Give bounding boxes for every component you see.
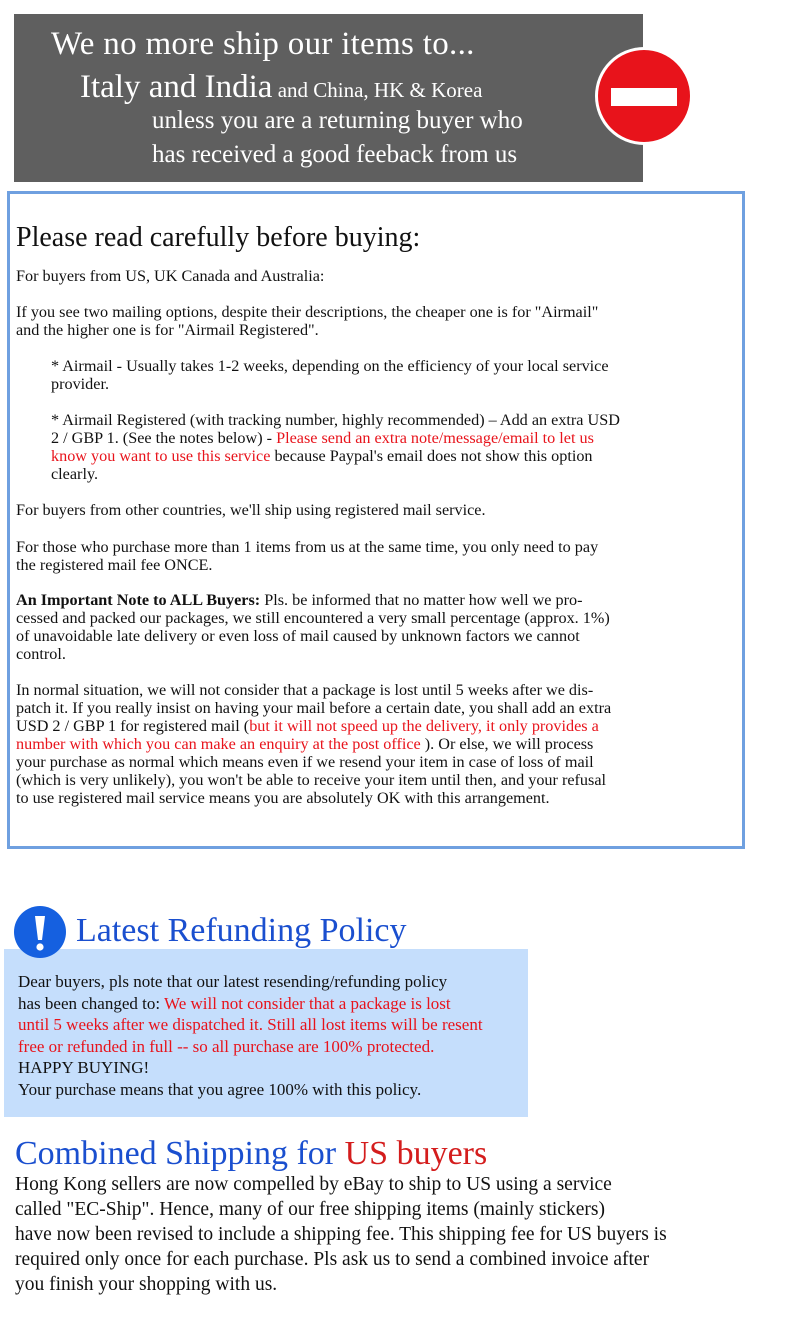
registered-line: clearly. [51,465,99,483]
mailing-options-line: and the higher one is for "Airmail Registered". [16,321,319,339]
registered-warning: Please send an extra note/message/email to let us [276,429,594,447]
normal-line: your purchase as normal which means even if we resend your item in case of loss of mail [16,753,594,771]
multi-items-line: For those who purchase more than 1 items from us at the same time, you only need to pay [16,538,599,556]
normal-text: ). Or else, we will process [420,735,594,753]
refund-text: has been changed to: [18,993,165,1013]
shipping-restriction-banner [14,14,643,182]
combined-title-text: Combined Shipping for [15,1135,345,1172]
notice-heading: Please read carefully before buying: [16,222,421,253]
registered-text: 2 / GBP 1. (See the notes below) - [51,429,277,447]
registered-line [51,429,716,447]
banner-countries-main: Italy and India [80,69,273,105]
us-uk-buyers-label: For buyers from US, UK Canada and Australia: [16,267,325,285]
airmail-line: * Airmail - Usually takes 1-2 weeks, depending on the efficiency of your local service [51,357,609,375]
other-countries-label: For buyers from other countries, we'll ship using registered mail service. [16,501,486,519]
airmail-line: provider. [51,375,109,393]
combined-line: called "EC-Ship". Hence, many of our free shipping items (mainly stickers) [15,1199,605,1220]
refund-highlight: free or refunded in full -- so all purchase are 100% protected. [18,1036,435,1056]
banner-line-3: unless you are a returning buyer who [152,107,523,134]
multi-items-line: the registered mail fee ONCE. [16,556,213,574]
buying-notice [7,191,745,849]
registered-warning: know you want to use this service [51,447,271,465]
combined-shipping-text [15,1172,775,1297]
refund-line: HAPPY BUYING! [18,1058,150,1077]
registered-line [51,447,716,465]
multi-items-paragraph [16,538,716,574]
important-line: cessed and packed our packages, we still encountered a very small percentage (approx. 1%) [16,609,610,627]
normal-warning: number with which you can make an enquiry at the post office [16,735,421,753]
important-line: of unavoidable late delivery or even loss of mail caused by unknown factors we cannot [16,627,580,645]
normal-line: patch it. If you really insist on having your mail before a certain date, you shall add an extra [16,699,612,717]
registered-text: because Paypal's email does not show this option [270,447,593,465]
refund-policy-text [18,971,528,1100]
important-line: control. [16,645,66,663]
airmail-option [51,357,716,393]
mailing-options-line: If you see two mailing options, despite their descriptions, the cheaper one is for "Airmail" [16,303,599,321]
refund-line [18,993,528,1015]
refund-highlight: until 5 weeks after we dispatched it. Still all lost items will be resent [18,1015,483,1034]
normal-text: USD 2 / GBP 1 for registered mail ( [16,717,250,735]
banner-countries-extra: and China, HK & Korea [272,78,483,102]
refund-line: Dear buyers, pls note that our latest resending/refunding policy [18,972,448,991]
combined-title-highlight: US buyers [344,1135,488,1172]
combined-line: you finish your shopping with us. [15,1274,278,1295]
mailing-options-paragraph [16,303,716,339]
combined-shipping-title [15,1135,487,1173]
airmail-registered-option [51,411,716,483]
refund-policy-title: Latest Refunding Policy [76,912,407,949]
important-note-label: An Important Note to ALL Buyers: [16,591,261,609]
combined-line: required only once for each purchase. Pls ask us to send a combined invoice after [15,1249,650,1270]
registered-line: * Airmail Registered (with tracking number, highly recommended) – Add an extra USD [51,411,620,429]
important-note-paragraph [16,591,716,663]
combined-line: Hong Kong sellers are now compelled by eBay to ship to US using a service [15,1174,612,1195]
refund-highlight: We will not consider that a package is lost [164,993,451,1013]
normal-situation-paragraph [16,681,716,807]
refund-policy-box [4,949,528,1117]
exclamation-icon [14,906,66,958]
normal-line [16,735,716,753]
banner-line-2 [80,69,482,106]
refund-line: Your purchase means that you agree 100% with this policy. [18,1079,422,1099]
normal-line: to use registered mail service means you are absolutely OK with this arrangement. [16,789,550,807]
normal-warning: but it will not speed up the delivery, it only provides a [249,717,599,735]
important-line [16,591,716,609]
normal-line: (which is very unlikely), you won't be able to receive your item until then, and your refusal [16,771,606,789]
banner-line-1: We no more ship our items to... [51,26,475,62]
no-entry-icon [594,46,694,146]
normal-line: In normal situation, we will not consider that a package is lost until 5 weeks after we dis- [16,681,594,699]
banner-line-4: has received a good feeback from us [152,141,518,168]
combined-line: have now been revised to include a shipping fee. This shipping fee for US buyers is [15,1224,667,1245]
normal-line [16,717,716,735]
important-text: Pls. be informed that no matter how well we pro- [260,591,583,609]
